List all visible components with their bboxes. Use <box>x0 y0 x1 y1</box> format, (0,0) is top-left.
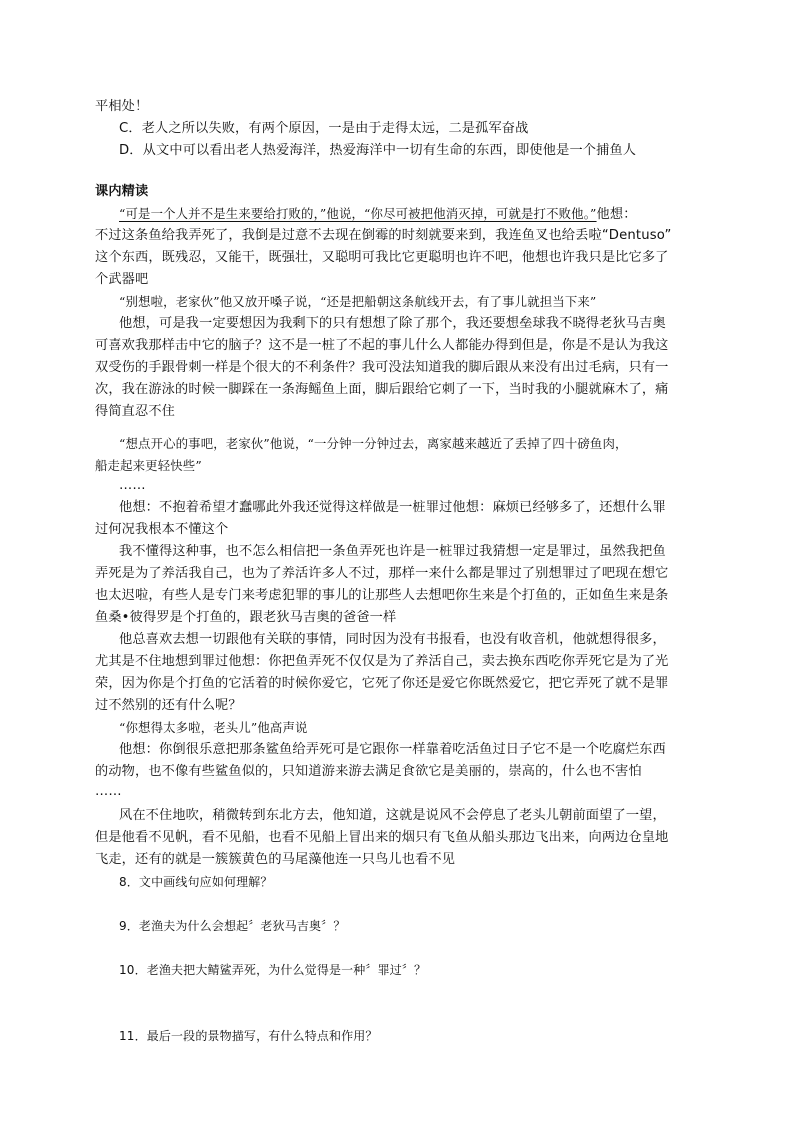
text-line: 可喜欢我那样击中它的脑子？这不是一桩了不起的事儿什么人都能办得到但是，你是不是认为我这 <box>95 338 669 353</box>
text-line: 荣，因为你是个打鱼的它活着的时候你爱它，它死了你还是爱它你既然爱它，把它弄死了就不是罪 <box>95 676 669 691</box>
ellipsis: …… <box>95 784 122 799</box>
text-line <box>119 204 707 225</box>
text-line: 风在不住地吹，稍微转到东北方去，他知道，这就是说风不会停息了老头儿朝前面望了一望， <box>119 808 666 823</box>
text-line: “想点开心的事吧，老家伙”他说，“一分钟一分钟过去，离家越来越近了丢掉了四十磅鱼肉， <box>119 436 628 451</box>
option-c: C．老人之所以失败，有两个原因，一是由于走得太远，二是孤军奋战 <box>119 121 529 136</box>
text-line: “别想啦，老家伙”他又放开嗓子说，“还是把船朝这条航线开去，有了事儿就担当下来” <box>119 294 597 309</box>
text-line: 鱼桑•彼得罗是个打鱼的，跟老狄马吉奥的爸爸一样 <box>95 610 397 625</box>
text-line: 也太迟啦，有些人是专门来考虑犯罪的事儿的让那些人去想吧你生来是个打鱼的，正如鱼生来是条 <box>95 588 669 603</box>
text-line: 他想，可是我一定要想因为我剩下的只有想想了除了那个，我还要想垒球我不晓得老狄马吉奥 <box>119 316 666 331</box>
text-line: 尤其是不住地想到罪过他想：你把鱼弄死不仅仅是为了养活自己，卖去换东西吃你弄死它是为了光 <box>95 654 669 669</box>
text-line: 我不懂得这种事，也不怎么相信把一条鱼弄死也许是一桩罪过我猜想一定是罪过，虽然我把鱼 <box>119 544 666 559</box>
text-line: 个武器吧 <box>95 272 149 287</box>
text-span: 他想： <box>596 207 637 222</box>
text-line: 弄死是为了养活我自己，也为了养活许多人不过，那样一来什么都是罪过了别想罪过了吧现在想它 <box>95 566 669 581</box>
text-line: 双受伤的手跟骨刺一样是个很大的不利条件？我可没法知道我的脚后跟从来没有出过毛病，只有一 <box>95 360 669 375</box>
text-line: 飞走，还有的就是一簇簇黄色的马尾藻他连一只鸟儿也看不见 <box>95 852 456 867</box>
text-line: 他想：你倒很乐意把那条鲨鱼给弄死可是它跟你一样靠着吃活鱼过日子它不是一个吃腐烂东西 <box>119 742 666 757</box>
question-11: 11．最后一段的景物描写，有什么特点和作用？ <box>119 1029 378 1043</box>
question-8: 8．文中画线句应如何理解？ <box>119 875 273 889</box>
question-10: 10．老渔夫把大鲭鲨弄死，为什么觉得是一种〞罪过〞？ <box>119 963 427 977</box>
section-title: 课内精读 <box>95 184 149 199</box>
text-line: 过何况我根本不懂这个 <box>95 522 229 537</box>
text-line: 次，我在游泳的时候一脚踩在一条海鳐鱼上面，脚后跟给它刺了一下，当时我的小腿就麻木了，痛 <box>95 382 669 397</box>
text-line: 船走起来更轻快些” <box>95 458 202 473</box>
option-d: D．从文中可以看出老人热爱海洋，热爱海洋中一切有生命的东西，即使他是一个捕鱼人 <box>119 143 637 158</box>
text-line: 他总喜欢去想一切跟他有关联的事情，同时因为没有书报看，也没有收音机，他就想得很多， <box>119 632 666 647</box>
text-line: 但是他看不见帆，看不见船，也看不见船上冒出来的烟只有飞鱼从船头那边飞出来，向两边仓皇地 <box>95 830 669 845</box>
text-line: 的动物，也不像有些鲨鱼似的，只知道游来游去满足食欲它是美丽的，崇高的，什么也不害怕 <box>95 764 642 779</box>
underlined-sentence: “可是一个人并不是生来要给打败的，”他说，“你尽可被把他消灭掉，可就是打不败他。” <box>119 206 597 221</box>
text-line: 他想：不抱着希望才蠢哪此外我还觉得这样做是一桩罪过他想：麻烦已经够多了，还想什么罪 <box>119 500 666 515</box>
ellipsis: …… <box>119 478 146 493</box>
text-line: 不过这条鱼给我弄死了，我倒是过意不去现在倒霉的时刻就要来到，我连鱼叉也给丢啦“Dentuso” <box>95 228 672 243</box>
text-line: 过不然别的还有什么呢？ <box>95 698 242 713</box>
text-line: 得简直忍不住 <box>95 404 176 419</box>
text-line: 这个东西，既残忍，又能干，既强壮，又聪明可我比它更聪明也许不吧，他想也许我只是比它多了 <box>95 250 669 265</box>
text-line: “你想得太多啦，老头儿”他高声说 <box>119 720 308 735</box>
text-line: 平相处！ <box>95 99 149 114</box>
question-9: 9．老渔夫为什么会想起〞老狄马吉奥〞？ <box>119 919 346 933</box>
